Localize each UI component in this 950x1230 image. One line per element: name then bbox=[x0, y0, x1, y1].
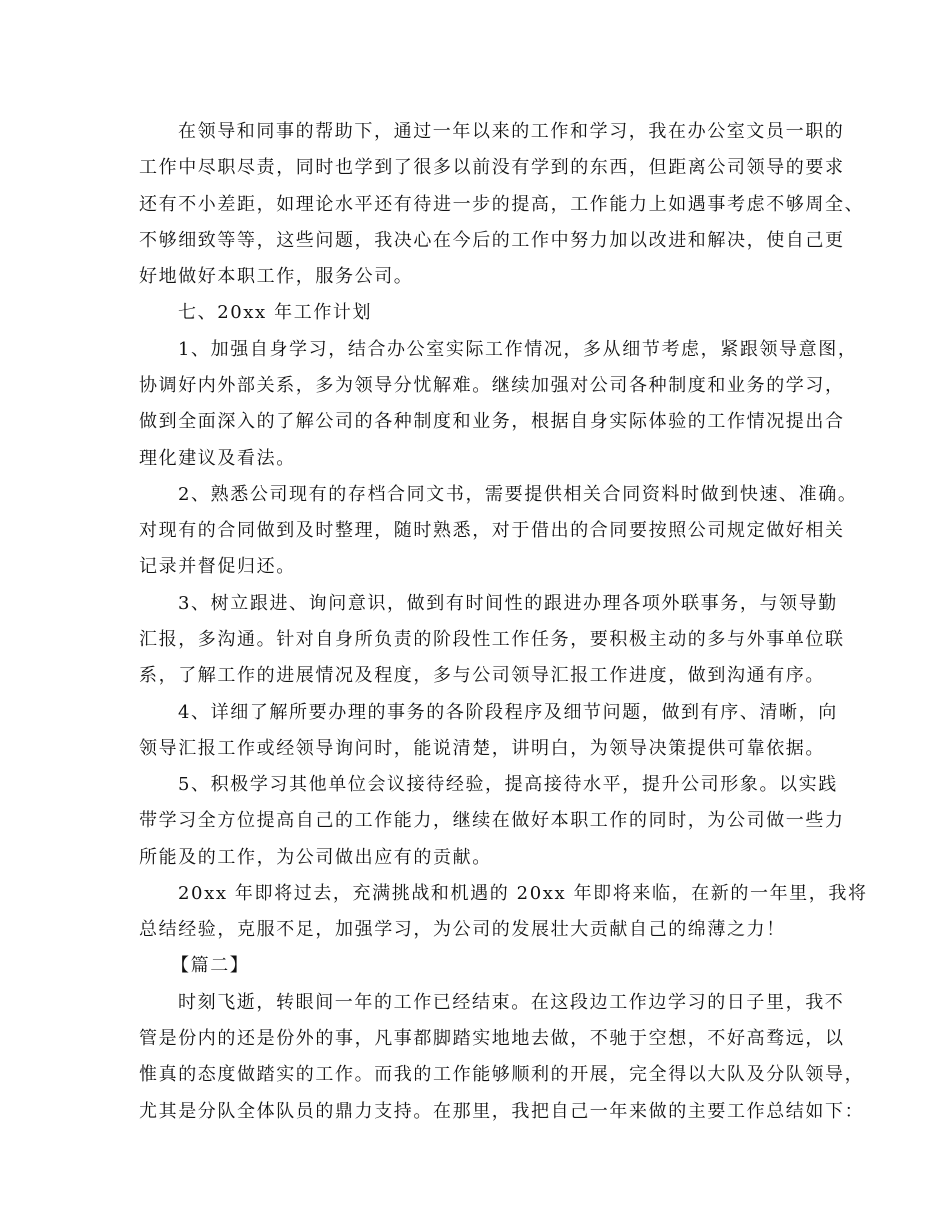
paragraph-1-line-4: 不够细致等等，这些问题，我决心在今后的工作中努力加以改进和解决，使自己更 bbox=[139, 230, 845, 251]
part-two-paragraph-line-2: 管是份内的还是份外的事，凡事都脚踏实地地去做，不驰于空想，不好高骛远，以 bbox=[139, 1028, 845, 1049]
plan-item-2-line-1: 2、熟悉公司现有的存档合同文书，需要提供相关合同资料时做到快速、准确。 bbox=[178, 484, 858, 505]
plan-item-5-line-3: 所能及的工作，为公司做出应有的贡献。 bbox=[139, 847, 492, 868]
plan-item-3-line-3: 系，了解工作的进展情况及程度，多与公司领导汇报工作进度，做到沟通有序。 bbox=[139, 665, 825, 686]
closing-paragraph-line-2: 总结经验，克服不足，加强学习，为公司的发展壮大贡献自己的绵薄之力！ bbox=[139, 919, 786, 940]
part-two-paragraph-line-3: 惟真的态度做踏实的工作。而我的工作能够顺利的开展，完全得以大队及分队领导， bbox=[139, 1064, 865, 1085]
plan-item-1-line-2: 协调好内外部关系，多为领导分忧解难。继续加强对公司各种制度和业务的学习， bbox=[139, 375, 845, 396]
plan-item-4-line-2: 领导汇报工作或经领导询问时，能说清楚，讲明白，为领导决策提供可靠依据。 bbox=[139, 738, 825, 759]
plan-item-5-line-1: 5、积极学习其他单位会议接待经验，提高接待水平，提升公司形象。以实践 bbox=[178, 774, 838, 795]
plan-item-1-line-4: 理化建议及看法。 bbox=[139, 448, 296, 469]
part-two-paragraph-line-4: 尤其是分队全体队员的鼎力支持。在那里，我把自己一年来做的主要工作总结如下： bbox=[139, 1101, 865, 1122]
part-two-heading: 【篇二】 bbox=[171, 955, 250, 976]
paragraph-1-line-1: 在领导和同事的帮助下，通过一年以来的工作和学习，我在办公室文员一职的 bbox=[178, 121, 845, 142]
plan-item-5-line-2: 带学习全方位提高自己的工作能力，继续在做好本职工作的同时，为公司做一些力 bbox=[139, 810, 845, 831]
part-two-paragraph-line-1: 时刻飞逝，转眼间一年的工作已经结束。在这段边工作边学习的日子里，我不 bbox=[178, 992, 845, 1013]
plan-item-2-line-3: 记录并督促归还。 bbox=[139, 556, 296, 577]
plan-item-3-line-2: 汇报，多沟通。针对自身所负责的阶段性工作任务，要积极主动的多与外事单位联 bbox=[139, 629, 845, 650]
plan-item-2-line-2: 对现有的合同做到及时整理，随时熟悉，对于借出的合同要按照公司规定做好相关 bbox=[139, 520, 845, 541]
paragraph-1-line-5: 好地做好本职工作，服务公司。 bbox=[139, 266, 414, 287]
paragraph-1-line-3: 还有不小差距，如理论水平还有待进一步的提高，工作能力上如遇事考虑不够周全、 bbox=[139, 194, 865, 215]
plan-item-1-line-1: 1、加强自身学习，结合办公室实际工作情况，多从细节考虑，紧跟领导意图， bbox=[178, 339, 858, 360]
plan-item-1-line-3: 做到全面深入的了解公司的各种制度和业务，根据自身实际体验的工作情况提出合 bbox=[139, 411, 845, 432]
plan-item-4-line-1: 4、详细了解所要办理的事务的各阶段程序及细节问题，做到有序、清晰，向 bbox=[178, 702, 838, 723]
section-heading-work-plan: 七、20xx 年工作计划 bbox=[178, 302, 373, 323]
closing-paragraph-line-1: 20xx 年即将过去，充满挑战和机遇的 20xx 年即将来临，在新的一年里，我将 bbox=[178, 883, 868, 904]
plan-item-3-line-1: 3、树立跟进、询问意识，做到有时间性的跟进办理各项外联事务，与领导勤 bbox=[178, 593, 838, 614]
paragraph-1-line-2: 工作中尽职尽责，同时也学到了很多以前没有学到的东西，但距离公司领导的要求 bbox=[139, 157, 845, 178]
